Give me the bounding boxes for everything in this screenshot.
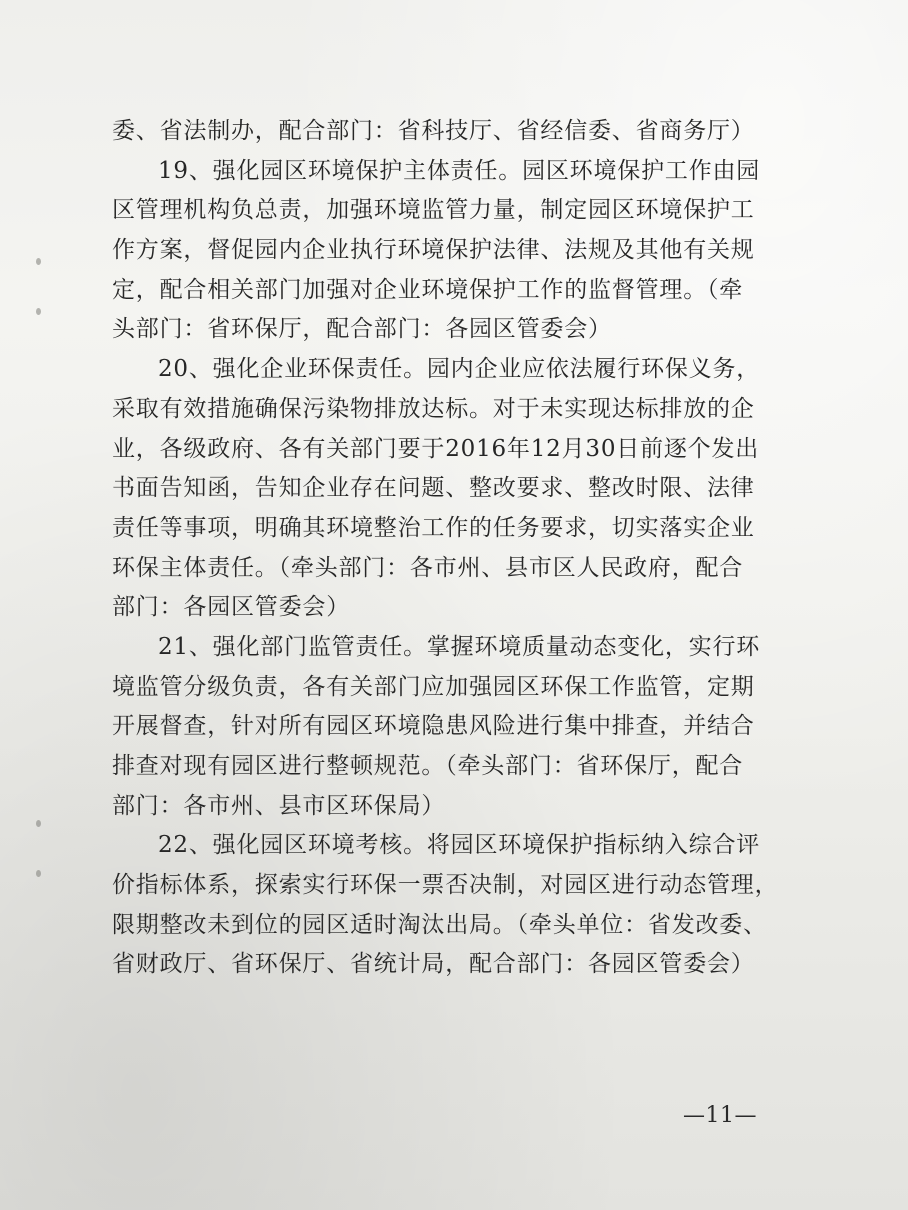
text-line: 部门：各园区管委会） [112,594,350,621]
text-line: 境监管分级负责，各有关部门应加强园区环保工作监管，定期 [112,673,755,700]
text-line: 委、省法制办，配合部门：省科技厅、省经信委、省商务厅） [112,118,755,144]
text-line: 限期整改未到位的园区适时淘汰出局。（牵头单位：省发改委、 [112,911,767,938]
binding-hole-mark [36,308,41,315]
clause-21-heading-line: 21、强化部门监管责任。掌握环境质量动态变化，实行环 [158,633,761,660]
text-line: 部门：各市州、县市区环保局） [112,792,446,819]
text-line: 头部门：省环保厅，配合部门：各园区管委会） [112,316,612,343]
clause-19-heading-line: 19、强化园区环境保护主体责任。园区环境保护工作由园 [158,157,761,184]
document-body [112,112,802,985]
text-line: 开展督查，针对所有园区环境隐患风险进行集中排查，并结合 [112,713,755,740]
text-line: 环保主体责任。（牵头部门：各市州、县市区人民政府，配合 [112,554,744,581]
text-line: 价指标体系，探索实行环保一票否决制，对园区进行动态管理， [112,872,779,899]
text-line: 作方案，督促园内企业执行环境保护法律、法规及其他有关规 [112,237,755,264]
text-line: 采取有效措施确保污染物排放达标。对于未实现达标排放的企 [112,395,755,422]
text-line: 书面告知函，告知企业存在问题、整改要求、整改时限、法律 [112,475,755,502]
text-line: 定，配合相关部门加强对企业环境保护工作的监督管理。（牵 [112,276,744,303]
page-number: —11— [683,1103,757,1128]
clause-20-heading-line: 20、强化企业环保责任。园内企业应依法履行环保义务， [158,356,761,383]
text-line: 责任等事项，明确其环境整治工作的任务要求，切实落实企业 [112,514,755,541]
text-line: 区管理机构负总责，加强环境监管力量，制定园区环境保护工 [112,197,755,224]
clause-22-heading-line: 22、强化园区环境考核。将园区环境保护指标纳入综合评 [158,832,761,859]
text-line: 业，各级政府、各有关部门要于2016年12月30日前逐个发出 [112,435,760,462]
binding-hole-mark [36,820,41,827]
binding-hole-mark [36,870,41,877]
text-line: 排查对现有园区进行整顿规范。（牵头部门：省环保厅，配合 [112,753,744,779]
binding-hole-mark [36,258,41,265]
text-line: 省财政厅、省环保厅、省统计局，配合部门：各园区管委会） [112,951,755,978]
